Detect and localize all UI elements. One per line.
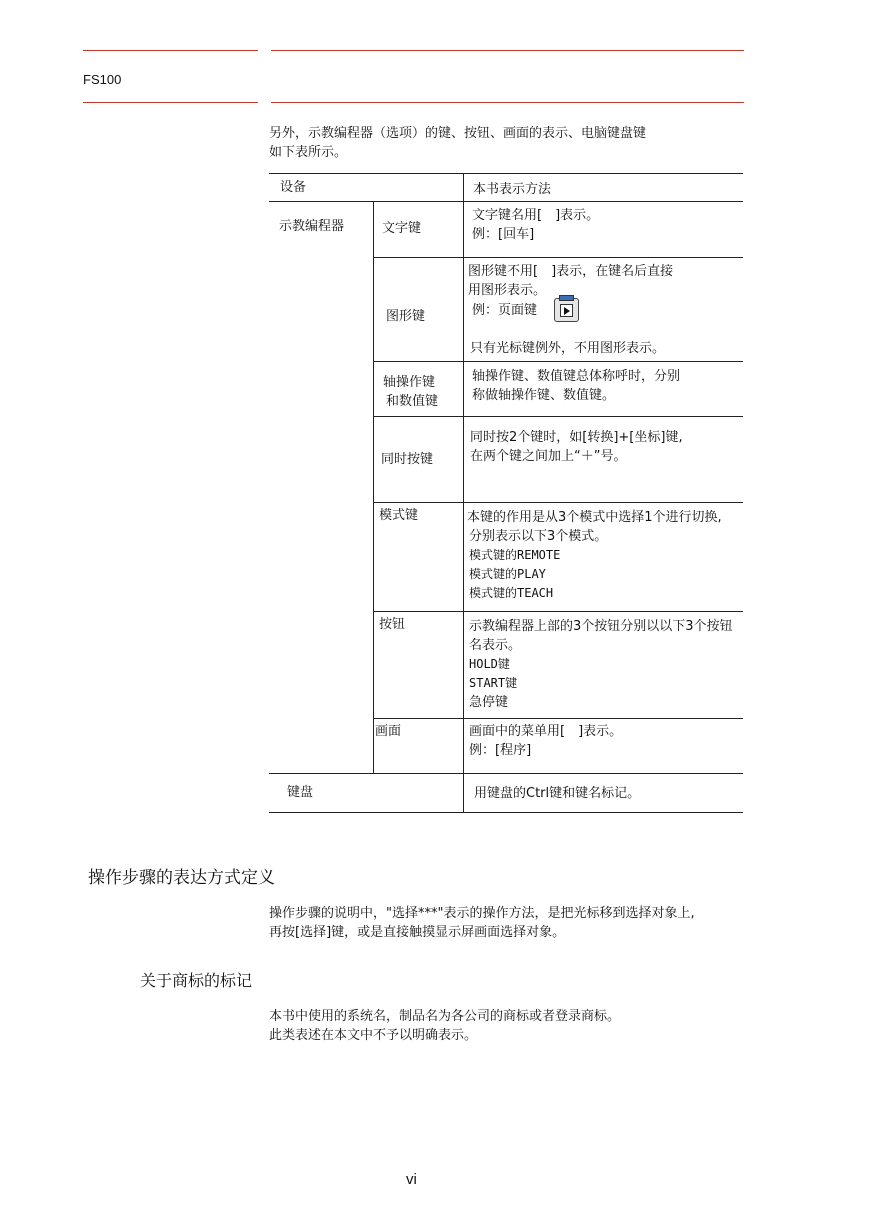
section-title-procedure: 操作步骤的表达方式定义: [88, 868, 275, 888]
page-key-icon-tab: [559, 295, 574, 301]
screen-label: 画面: [375, 724, 402, 739]
table-rule: [373, 718, 743, 719]
notation-line: 模式键的TEACH: [469, 586, 554, 600]
header-rule-top-left: [83, 50, 258, 51]
section-procedure-body: [269, 904, 695, 942]
table-rule: [373, 361, 743, 362]
graphic-key-label: 图形键: [386, 309, 426, 324]
table-col-rule: [463, 173, 464, 812]
button-notation: [469, 617, 733, 712]
keyboard-label: 键盘: [287, 785, 314, 800]
notation-line: 例：[回车]: [472, 227, 535, 242]
body-line: 操作步骤的说明中，"选择***"表示的操作方法，是把光标移到选择对象上,: [269, 906, 695, 921]
label-line: 和数值键: [386, 394, 439, 409]
mode-key-notation: [467, 508, 722, 603]
table-header-notation: 本书表示方法: [473, 182, 552, 197]
header-rule-bottom-left: [83, 102, 258, 103]
label-line: 轴操作键: [383, 375, 436, 390]
mode-key-label: 模式键: [379, 508, 419, 523]
axis-key-notation: [472, 367, 680, 405]
page-key-icon: [554, 298, 579, 322]
table-rule: [373, 257, 743, 258]
graphic-key-example: 例：页面键: [472, 303, 538, 318]
notation-line: 示教编程器上部的3个按钮分别以以下3个按钮: [469, 619, 733, 634]
header-model: FS100: [83, 72, 122, 87]
notation-line: 在两个键之间加上“＋”号。: [470, 449, 627, 464]
graphic-key-exception: 只有光标键例外，不用图形表示。: [470, 341, 666, 356]
notation-line: 本键的作用是从3个模式中选择1个进行切换,: [467, 510, 722, 525]
notation-line: 文字键名用[ ]表示。: [472, 208, 600, 223]
section-title-trademark: 关于商标的标记: [140, 971, 253, 990]
body-line: 此类表述在本文中不予以明确表示。: [269, 1028, 478, 1043]
table-rule: [269, 812, 743, 813]
body-line: 本书中使用的系统名，制品名为各公司的商标或者登录商标。: [269, 1009, 621, 1024]
notation-line: 急停键: [469, 695, 509, 710]
header-rule-top-right: [271, 50, 744, 51]
intro-paragraph: [269, 124, 646, 162]
page-number: vi: [406, 1171, 417, 1188]
table-col-rule: [373, 201, 374, 773]
notation-line: 同时按2个键时，如[转换]+[坐标]键,: [470, 430, 683, 445]
simul-key-label: 同时按键: [381, 452, 434, 467]
table-rule: [269, 201, 743, 202]
keyboard-notation: 用键盘的Ctrl键和键名标记。: [474, 786, 641, 801]
screen-notation: [469, 722, 622, 760]
table-rule: [373, 611, 743, 612]
notation-line: 轴操作键、数值键总体称呼时，分别: [472, 369, 681, 384]
notation-line: HOLD键: [469, 657, 510, 671]
table-header-device: 设备: [280, 180, 307, 195]
notation-line: START键: [469, 676, 518, 690]
table-rule: [269, 173, 743, 174]
notation-line: 用图形表示。: [468, 283, 547, 298]
char-key-notation: [472, 206, 599, 244]
pendant-label: 示教编程器: [279, 219, 345, 234]
notation-line: 画面中的菜单用[ ]表示。: [469, 724, 623, 739]
notation-line: 名表示。: [469, 638, 522, 653]
intro-line: 如下表所示。: [269, 145, 348, 160]
axis-key-label: [383, 373, 438, 411]
table-rule: [373, 502, 743, 503]
notation-line: 分别表示以下3个模式。: [469, 529, 608, 544]
notation-line: 例：[程序]: [469, 743, 532, 758]
simul-key-notation: [470, 428, 683, 466]
notation-line: 模式键的REMOTE: [469, 548, 561, 562]
section-trademark-body: [269, 1007, 620, 1045]
table-rule: [373, 416, 743, 417]
header-rule-bottom-right: [271, 102, 744, 103]
notation-line: 模式键的PLAY: [469, 567, 546, 581]
notation-line: 图形键不用[ ]表示，在键名后直接: [468, 264, 674, 279]
notation-line: 称做轴操作键、数值键。: [472, 388, 616, 403]
char-key-label: 文字键: [382, 221, 422, 236]
page-key-icon-screen: [560, 304, 573, 317]
intro-line: 另外，示教编程器（选项）的键、按钮、画面的表示、电脑键盘键: [269, 126, 647, 141]
table-rule: [269, 773, 743, 774]
button-label: 按钮: [379, 617, 406, 632]
page-key-icon-arrow: [564, 307, 570, 315]
body-line: 再按[选择]键，或是直接触摸显示屏画面选择对象。: [269, 925, 566, 940]
